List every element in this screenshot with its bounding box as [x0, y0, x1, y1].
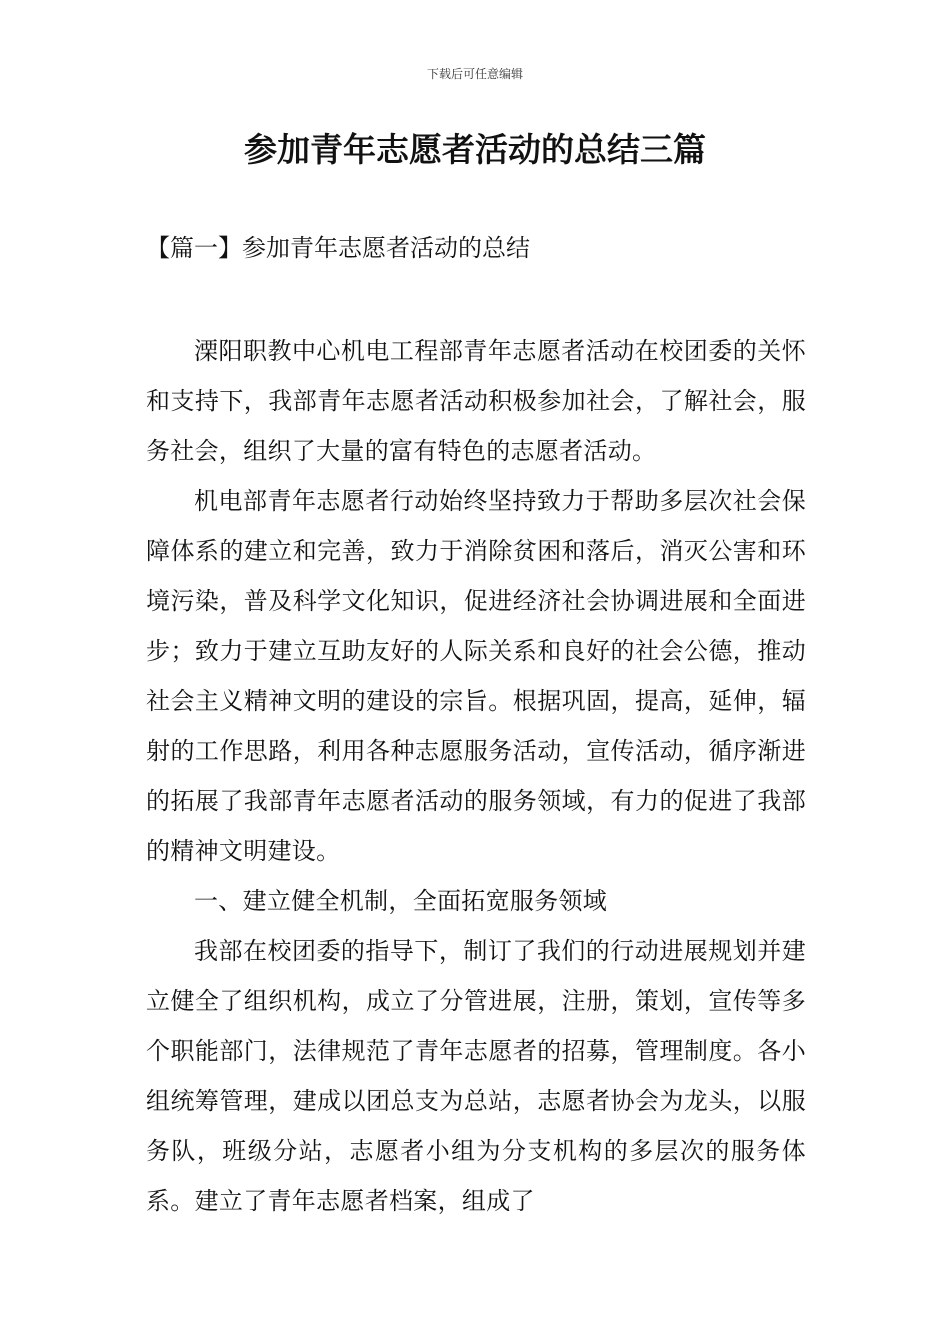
paragraph: 溧阳职教中心机电工程部青年志愿者活动在校团委的关怀和支持下，我部青年志愿者活动积极参加社会，了解社会，服务社会，组织了大量的富有特色的志愿者活动。 — [146, 337, 806, 465]
header-note: 下载后可任意编辑 — [426, 67, 523, 81]
body-text — [146, 326, 806, 1226]
section-heading: 【篇一】参加青年志愿者活动的总结 — [146, 234, 530, 262]
paragraph: 机电部青年志愿者行动始终坚持致力于帮助多层次社会保障体系的建立和完善，致力于消除贫困和落后，消灭公害和环境污染，普及科学文化知识，促进经济社会协调进展和全面进步；致力于建立互助友好的人际关系和良好的社会公德，推动社会主义精神文明的建设的宗旨。根据巩固，提高，延伸，辐射的工作思路，利用各种志愿服务活动，宣传活动，循序渐进的拓展了我部青年志愿者活动的服务领域，有力的促进了我部的精神文明建设。 — [146, 487, 806, 865]
document-title: 参加青年志愿者活动的总结三篇 — [244, 130, 706, 169]
subheading-paragraph: 一、建立健全机制，全面拓宽服务领域 — [194, 887, 608, 915]
paragraph: 我部在校团委的指导下，制订了我们的行动进展规划并建立健全了组织机构，成立了分管进展，注册，策划，宣传等多个职能部门，法律规范了青年志愿者的招募，管理制度。各小组统筹管理，建成以团总支为总站，志愿者协会为龙头，以服务队，班级分站，志愿者小组为分支机构的多层次的服务体系。建立了青年志愿者档案，组成了 — [146, 937, 806, 1215]
